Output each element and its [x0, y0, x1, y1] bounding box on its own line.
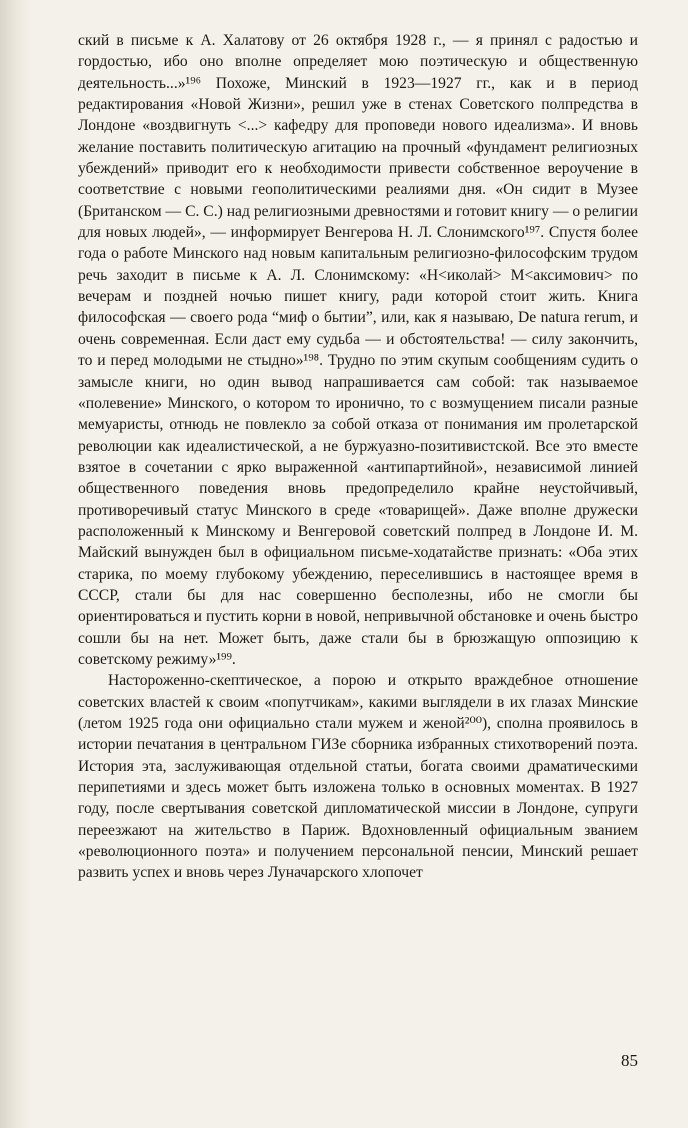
paragraph-2: Настороженно-скептическое, а порою и открыто враждебное отношение советских властей к своим «попутчикам», какими выглядели в их глазах Минские (летом 1925 года они официально стали мужем и женой²⁰⁰), сполна проявилось в истории печатания в центральном ГИЗе сборника избранных стихотворений поэта. История эта, заслуживающая отдельной статьи, богата своими драматическими перипетиями и здесь может быть изложена только в основных моментах. В 1927 году, после свертывания советской дипломатической миссии в Лондоне, супруги переезжают на жительство в Париж. Вдохновленный официальным званием «революционного поэта» и получением персональной пенсии, Минский решает развить успех и вновь через Луначарского хлопочет	[78, 672, 638, 882]
body-text	[78, 30, 638, 884]
page-gutter-shadow	[0, 0, 30, 1128]
page-number: 85	[621, 1051, 638, 1070]
paragraph-1: ский в письме к А. Халатову от 26 октября 1928 г., — я принял с радостью и гордостью, ибо оно вполне определяет мою поэтическую и общественную деятельность...»¹⁹⁶ Похоже, Минский в 1923—1927 гг., как и в период редактирования «Новой Жизни», решил уже в стенах Советского полпредства в Лондоне «воздвигнуть <...> кафедру для проповеди нового идеализма». И вновь желание поставить политическую агитацию на прочный «фундамент религиозных убеждений» приводит его к необходимости привести собственное вероучение в соответствие с новыми геополитическими реалиями дня. «Он сидит в Музее (Британском — С. С.) над религиозными древностями и готовит книгу — о религии для новых людей», — информирует Венгерова Н. Л. Слонимского¹⁹⁷. Спустя более года о работе Минского над новым капитальным религиозно-философским трудом речь заходит в письме к А. Л. Слонимскому: «Н<иколай> М<аксимович> по вечерам и поздней ночью пишет книгу, ради которой стоит жить. Книга философская — своего рода “миф о бытии”, или, как я называю, De natura rerum, и очень современная. Если даст ему судьба — и обстоятельства! — силу закончить, то и перед молодыми не стыдно»¹⁹⁸. Трудно по этим скупым сообщениям судить о замысле книги, но один вывод напрашивается сам собой: так называемое «полевение» Минского, о котором то иронично, то с возмущением писали разные мемуаристы, отнюдь не повлекло за собой отказа от понимания им пролетарской революции как идеалистической, а не буржуазно-позитивистской. Все это вместе взятое в сочетании с ярко выраженной «антипартийной», независимой линией общественного поведения вновь предопределило крайне неустойчивый, противоречивый статус Минского в среде «товарищей». Даже вполне дружески расположенный к Минскому и Венгеровой советский полпред в Лондоне И. М. Майский вынужден был в официальном письме-ходатайстве признать: «Оба этих старика, по моему глубокому убеждению, переселившись в настоящее время в СССР, стали бы для нас совершенно бесполезны, ибо не смогли бы ориентироваться и пустить корни в новой, непривычной обстановке и очень быстро сошли бы на нет. Может быть, даже стали бы в брюзжащую оппозицию к советскому режиму»¹⁹⁹.	[78, 32, 638, 668]
